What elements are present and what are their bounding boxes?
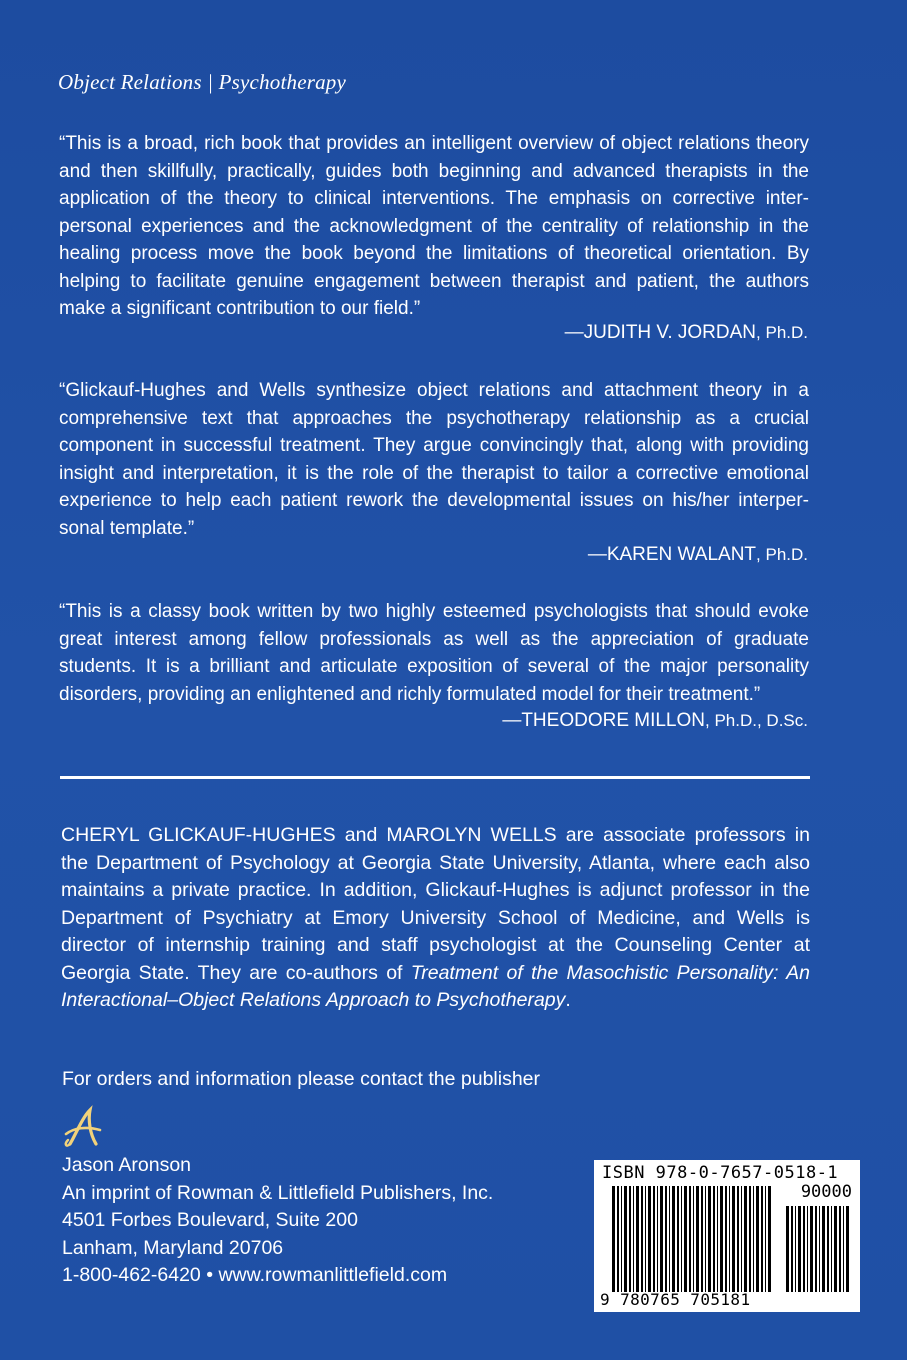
barcode-bar — [737, 1186, 739, 1292]
endorser-name: —THEODORE MILLON — [502, 710, 706, 731]
barcode-bar — [732, 1186, 735, 1292]
barcode-bar — [657, 1186, 658, 1292]
publisher-info — [62, 1152, 493, 1290]
barcode-bar — [672, 1186, 675, 1292]
barcode-bar — [660, 1186, 663, 1292]
barcode-bar — [815, 1206, 817, 1292]
isbn-label: ISBN 978-0-7657-0518-1 — [602, 1163, 839, 1183]
bio-conjunction: and — [335, 824, 387, 846]
barcode-bar — [756, 1186, 759, 1292]
barcode-bar — [803, 1206, 805, 1292]
barcode-bar — [791, 1206, 793, 1292]
barcode-bar — [681, 1186, 682, 1292]
barcode-bar — [665, 1186, 667, 1292]
barcode-bar — [807, 1206, 808, 1292]
barcode-bar — [629, 1186, 631, 1292]
contact-line: For orders and information please contact the publisher — [62, 1068, 541, 1090]
publisher-city: Lanham, Maryland 20706 — [62, 1236, 284, 1259]
barcode-bar — [633, 1186, 634, 1292]
barcode-bar — [653, 1186, 655, 1292]
endorsement-quote-2: “Glickauf-Hughes and Wells synthesize object relations and attachment theory in a comprehensive text that approaches the psychotherapy relationship as a crucial component in successful treatment. They argue convincingly that, along with providing insight and interpretation, it is the role of the therapist to tailor a corrective emotional experience to help each patient rework the developmental issues on his/her interper-sonal template.” — [59, 380, 809, 539]
barcode-bar — [648, 1186, 651, 1292]
barcode-bar — [831, 1206, 832, 1292]
barcode-bar — [846, 1206, 849, 1292]
barcode-bar — [696, 1186, 699, 1292]
barcode-bar — [636, 1186, 639, 1292]
barcode-bar — [669, 1186, 670, 1292]
endorsement-quote-1: “This is a broad, rich book that provides an intelligent overview of object relations theory and then skillfully, practically, guides both beginning and advanced therapists in the application of the theory to clinical interventions. The emphasis on corrective inter-personal experiences and the acknowledgment of the centrality of relationship in the healing process move the book beyond the limitations of theoretical orientation. By helping to facilitate genuine engagement between therapist and patient, the authors make a significant contribution to our field.” — [59, 133, 809, 319]
barcode-bar — [753, 1186, 754, 1292]
barcode-bar — [701, 1186, 703, 1292]
endorser-name: —JUDITH V. JORDAN — [564, 322, 757, 343]
endorser-credential: , Ph.D., D.Sc. — [705, 711, 808, 730]
endorsement-attribution-2 — [588, 544, 808, 566]
barcode-bar — [729, 1186, 730, 1292]
category-label: Object Relations | Psychotherapy — [58, 70, 347, 94]
barcode-bar — [617, 1186, 619, 1292]
barcode-bar — [744, 1186, 747, 1292]
endorser-credential: , Ph.D. — [756, 323, 808, 342]
barcode-bar — [798, 1206, 801, 1292]
author-bio — [61, 822, 810, 1015]
barcode-bar — [641, 1186, 643, 1292]
section-divider — [60, 776, 810, 779]
previous-book-title: Treatment of the Masochistic Personality: An Interactional–Object Relations Approach to Psychotherapy — [61, 961, 810, 1011]
barcode-bar — [810, 1206, 813, 1292]
barcode-bar — [819, 1206, 820, 1292]
author-name-1: CHERYL GLICKAUF-HUGHES — [61, 824, 336, 846]
barcode-bar — [684, 1186, 687, 1292]
endorsement-attribution-3 — [502, 710, 808, 732]
barcode-addon-icon — [786, 1206, 852, 1292]
barcode-bar — [749, 1186, 751, 1292]
barcode-bar — [822, 1206, 825, 1292]
bio-end: . — [565, 989, 571, 1011]
barcode-bar — [621, 1186, 622, 1292]
barcode-bar — [713, 1186, 715, 1292]
barcode-bar — [827, 1206, 829, 1292]
bio-body: are associate professors in the Department of Psychology at Georgia State University, Atlanta, where each also maintains a private practice. In addition, Glickauf-Hughes is adjunct professor in the Department of Psychiatry at Emory University School of Medicine, and Wells is director of internship training and staff psychologist at the Counseling Center at Georgia State. They are co-authors of — [61, 824, 810, 984]
endorsement-attribution-1 — [565, 322, 808, 344]
price-code: 90000 — [800, 1182, 852, 1202]
barcode-block — [594, 1160, 860, 1312]
barcode-main-icon — [612, 1186, 772, 1292]
publisher-name: Jason Aronson — [62, 1154, 192, 1176]
barcode-bar — [843, 1206, 844, 1292]
barcode-bar — [768, 1186, 771, 1292]
author-name-2: MAROLYN WELLS — [386, 824, 557, 846]
publisher-imprint: An imprint of Rowman & Littlefield Publishers, Inc. — [62, 1181, 494, 1204]
barcode-bar — [693, 1186, 694, 1292]
barcode-bar — [645, 1186, 646, 1292]
barcode-bar — [725, 1186, 727, 1292]
barcode-bar — [677, 1186, 679, 1292]
barcode-bar — [720, 1186, 723, 1292]
barcode-bar — [839, 1206, 841, 1292]
barcode-bar — [741, 1186, 742, 1292]
publisher-logo-icon — [60, 1104, 108, 1152]
barcode-bar — [795, 1206, 796, 1292]
barcode-bar — [765, 1186, 766, 1292]
endorser-name: —KAREN WALANT — [587, 544, 757, 565]
barcode-bar — [761, 1186, 763, 1292]
barcode-bar — [786, 1206, 789, 1292]
barcode-bar — [708, 1186, 711, 1292]
barcode-bar — [612, 1186, 615, 1292]
barcode-digits: 9 780765 705181 — [600, 1290, 751, 1309]
endorsement-quote-3: “This is a classy book written by two highly esteemed psychologists that should evoke great interest among fellow professionals as well as the appreciation of graduate students. It is a brilliant and articulate exposition of several of the major personality disorders, providing an enlightened and richly formulated model for their treatment.” — [59, 601, 809, 705]
barcode-bar — [689, 1186, 691, 1292]
barcode-bar — [624, 1186, 627, 1292]
barcode-bar — [705, 1186, 706, 1292]
publisher-phone-web: 1-800-462-6420 • www.rowmanlittlefield.com — [62, 1264, 448, 1286]
barcode-bar — [834, 1206, 837, 1292]
endorser-credential: , Ph.D. — [756, 545, 808, 564]
publisher-street: 4501 Forbes Boulevard, Suite 200 — [62, 1209, 358, 1231]
barcode-bar — [717, 1186, 718, 1292]
